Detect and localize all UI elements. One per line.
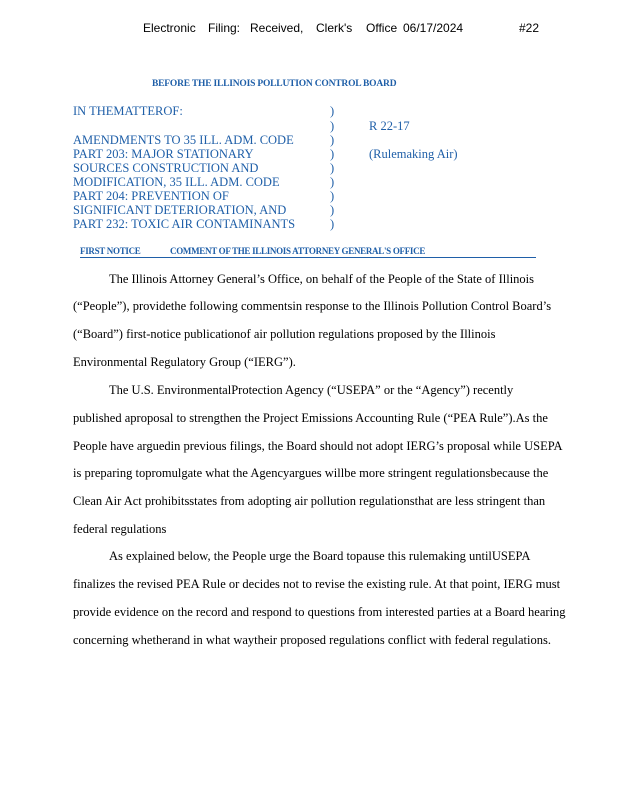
caption-paren: ): [330, 161, 335, 175]
caption-party-line: PART 204: PREVENTION OF: [73, 189, 229, 203]
caption-paren: ): [330, 133, 335, 147]
body-line: is preparing topromulgate what the Agencyargues willbe more stringent regulationsbecause the: [73, 466, 549, 480]
body-line: Environmental Regulatory Group (“IERG”).: [73, 355, 296, 369]
caption-paren: ): [330, 189, 335, 203]
stamp-filing: Filing:: [208, 21, 241, 35]
caption-paren: ): [330, 175, 335, 189]
body-line: People have arguedin previous filings, the Board should not adopt IERG’s proposal while USEPA: [73, 439, 563, 453]
caption-party-line: SIGNIFICANT DETERIORATION, AND: [73, 203, 287, 217]
body-line: federal regulations: [73, 522, 167, 536]
body-line: (“Board”) first-notice publicationof air pollution regulations proposed by the Illinois: [73, 327, 496, 341]
body-line: finalizes the revised PEA Rule or decides not to revise the existing rule. At that point, IERG must: [73, 577, 561, 591]
stamp-number: #22: [519, 21, 540, 35]
body-line: The Illinois Attorney General’s Office, on behalf of the People of the State of Illinois: [109, 272, 535, 286]
body-line: concerning whetherand in what waytheir proposed regulations conflict with federal regulations.: [73, 633, 551, 647]
case-type: (Rulemaking Air): [369, 147, 458, 161]
body-line: published aproposal to strengthen the Project Emissions Accounting Rule (“PEA Rule”).As the: [73, 411, 548, 425]
caption-party-line: PART 232: TOXIC AIR CONTAMINANTS: [73, 217, 296, 231]
notice-underline: [80, 257, 536, 258]
caption-paren: ): [330, 104, 335, 118]
caption-party-line: AMENDMENTS TO 35 ILL. ADM. CODE: [73, 133, 294, 147]
caption-party-line: SOURCES CONSTRUCTION AND: [73, 161, 259, 175]
caption-party-line: MODIFICATION, 35 ILL. ADM. CODE: [73, 175, 280, 189]
board-heading: BEFORE THE ILLINOIS POLLUTION CONTROL BOARD: [152, 79, 397, 89]
first-notice-label: FIRST NOTICE: [80, 246, 141, 256]
caption-paren: ): [330, 203, 335, 217]
stamp-electronic: Electronic: [143, 21, 196, 35]
caption-paren: ): [330, 147, 335, 161]
body-line: As explained below, the People urge the Board topause this rulemaking untilUSEPA: [109, 549, 531, 563]
stamp-received: Received,: [250, 21, 304, 35]
body-line: provide evidence on the record and respond to questions from interested parties at a Board hearing: [73, 605, 566, 619]
stamp-date: 06/17/2024: [403, 21, 464, 35]
comment-title: COMMENT OF THE ILLINOIS ATTORNEY GENERAL'S OFFICE: [170, 246, 426, 256]
filing-stamp: [0, 21, 618, 37]
in-the-matter-label: IN THEMATTEROF:: [73, 104, 183, 118]
caption-paren: ): [330, 119, 335, 133]
caption-paren: ): [330, 217, 335, 231]
body-line: Clean Air Act prohibitsstates from adopting air pollution regulationsthat are less stringent than: [73, 494, 546, 508]
stamp-clerks: Clerk's: [316, 21, 353, 35]
caption-party-line: PART 203: MAJOR STATIONARY: [73, 147, 254, 161]
case-number: R 22-17: [369, 119, 410, 133]
stamp-office: Office: [366, 21, 398, 35]
body-line: The U.S. EnvironmentalProtection Agency (“USEPA” or the “Agency”) recently: [109, 383, 514, 397]
body-line: (“People”), providethe following commentsin response to the Illinois Pollution Control Board’s: [73, 299, 552, 313]
